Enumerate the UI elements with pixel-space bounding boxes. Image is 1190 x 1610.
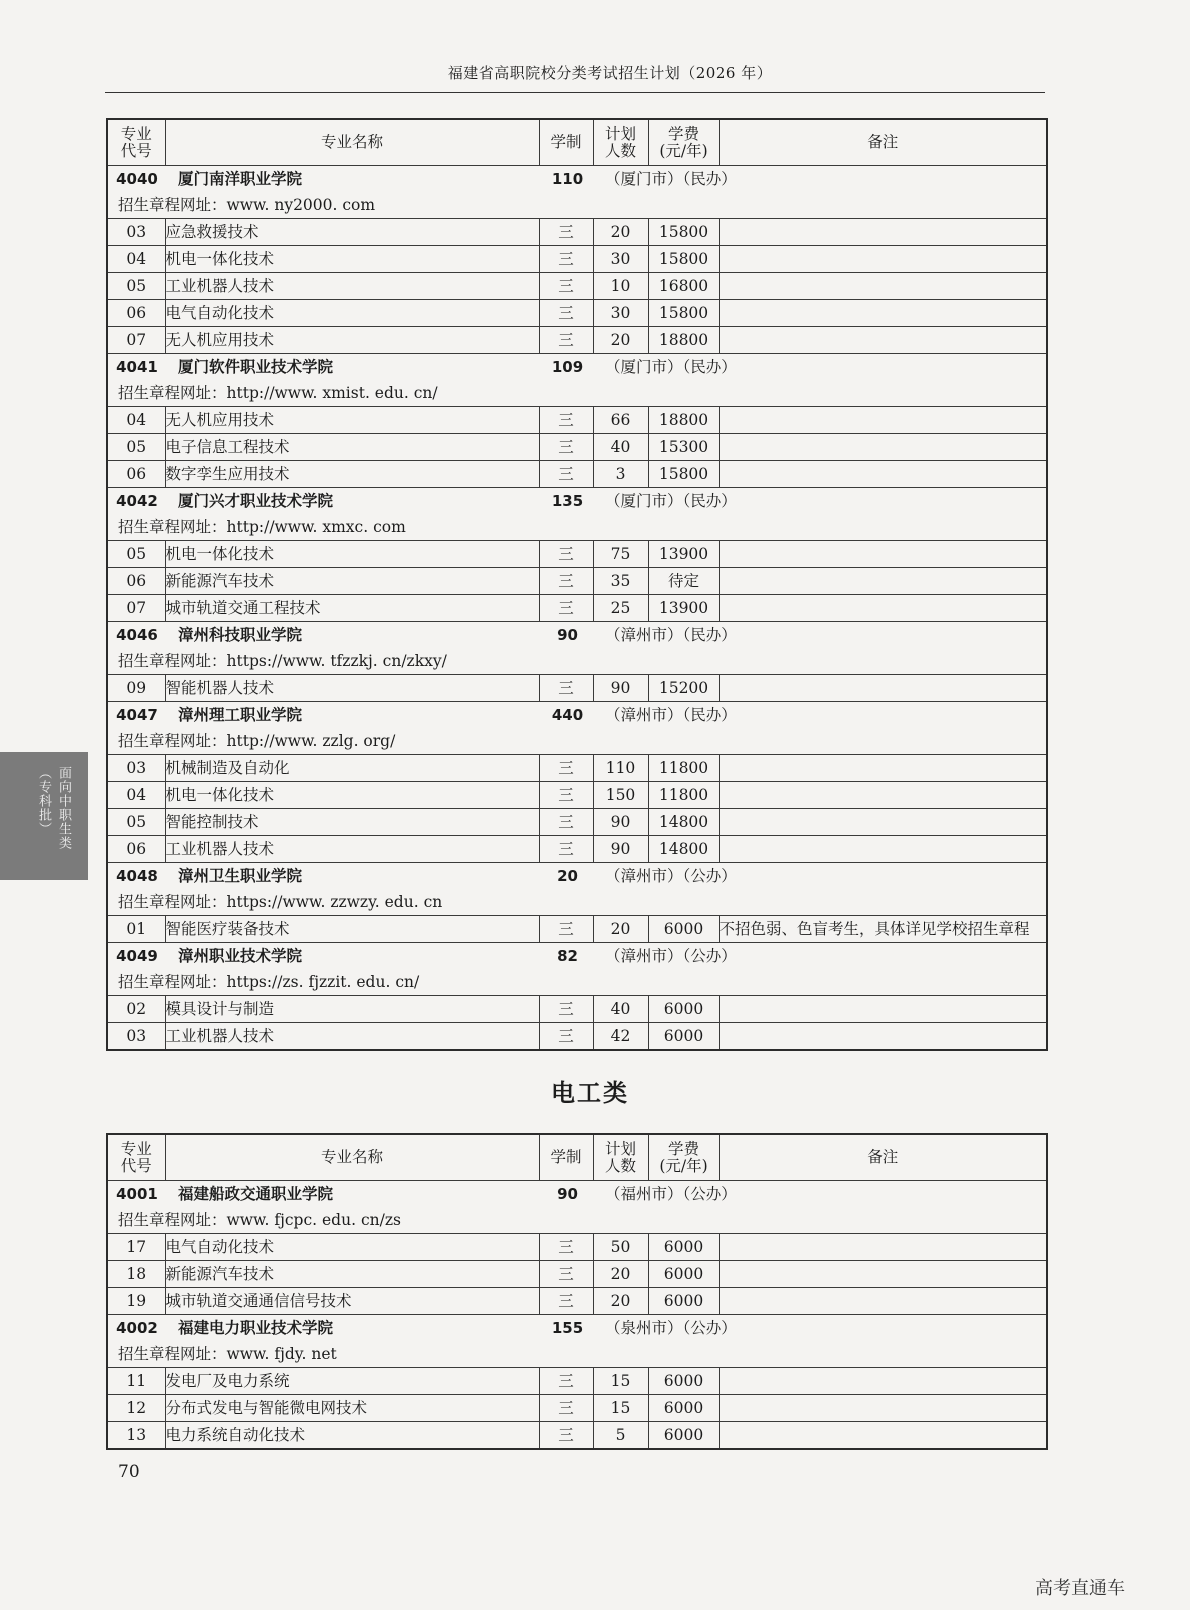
major-row	[107, 809, 1047, 836]
school-quota: 90	[557, 1185, 578, 1203]
school-row	[107, 1181, 1047, 1208]
col-header-name: 专业名称	[165, 119, 539, 166]
enrollment-table-1	[106, 118, 1048, 1051]
major-fee: 15800	[648, 246, 719, 273]
school-row	[107, 166, 1047, 193]
major-quota: 90	[593, 809, 648, 836]
col-header-note: 备注	[719, 119, 1047, 166]
school-quota: 110	[551, 170, 584, 188]
school-quota: 20	[557, 867, 578, 885]
major-name: 无人机应用技术	[165, 407, 539, 434]
major-code: 07	[107, 595, 165, 622]
major-fee: 15800	[648, 300, 719, 327]
school-row	[107, 702, 1047, 729]
school-cell	[107, 622, 1047, 649]
major-code: 18	[107, 1261, 165, 1288]
major-quota: 75	[593, 541, 648, 568]
major-fee: 待定	[648, 568, 719, 595]
url-label: 招生章程网址：	[118, 1345, 227, 1363]
major-fee: 6000	[648, 1368, 719, 1395]
school-url-row	[107, 889, 1047, 916]
school-cell	[107, 702, 1047, 729]
school-row	[107, 622, 1047, 649]
major-duration: 三	[539, 1288, 593, 1315]
major-duration: 三	[539, 1234, 593, 1261]
major-quota: 50	[593, 1234, 648, 1261]
major-fee: 11800	[648, 755, 719, 782]
major-name: 电子信息工程技术	[165, 434, 539, 461]
major-code: 05	[107, 434, 165, 461]
major-note	[719, 434, 1047, 461]
school-location: （厦门市）（民办）	[605, 170, 737, 188]
major-duration: 三	[539, 273, 593, 300]
major-quota: 20	[593, 219, 648, 246]
major-quota: 35	[593, 568, 648, 595]
page-number: 70	[118, 1462, 140, 1482]
major-row	[107, 1395, 1047, 1422]
major-name: 机械制造及自动化	[165, 755, 539, 782]
school-location: （福州市）（公办）	[605, 1185, 737, 1203]
major-row	[107, 461, 1047, 488]
major-note	[719, 219, 1047, 246]
major-duration: 三	[539, 1368, 593, 1395]
major-quota: 110	[593, 755, 648, 782]
major-code: 13	[107, 1422, 165, 1450]
major-code: 09	[107, 675, 165, 702]
major-note	[719, 461, 1047, 488]
major-row	[107, 1261, 1047, 1288]
major-row	[107, 1368, 1047, 1395]
major-fee: 13900	[648, 541, 719, 568]
side-tab-line-1: 面向中职生类	[56, 766, 71, 850]
major-note	[719, 1261, 1047, 1288]
major-code: 05	[107, 809, 165, 836]
school-url-cell	[107, 1207, 1047, 1234]
major-note	[719, 996, 1047, 1023]
major-name: 模具设计与制造	[165, 996, 539, 1023]
major-row	[107, 836, 1047, 863]
major-duration: 三	[539, 1023, 593, 1051]
school-url-link[interactable]: http://www. zzlg. org/	[226, 732, 396, 750]
school-url-row	[107, 1207, 1047, 1234]
major-fee: 11800	[648, 782, 719, 809]
school-row	[107, 488, 1047, 515]
major-duration: 三	[539, 541, 593, 568]
school-row	[107, 1315, 1047, 1342]
school-cell	[107, 943, 1047, 970]
school-quota: 90	[557, 626, 578, 644]
major-name: 智能医疗装备技术	[165, 916, 539, 943]
col-header-code: 专业 代号	[107, 1134, 165, 1181]
major-duration: 三	[539, 996, 593, 1023]
major-note	[719, 1023, 1047, 1051]
major-duration: 三	[539, 675, 593, 702]
major-code: 06	[107, 461, 165, 488]
major-name: 电力系统自动化技术	[165, 1422, 539, 1450]
school-quota: 82	[557, 947, 578, 965]
school-url-cell	[107, 969, 1047, 996]
watermark-text: 高考直通车	[1035, 1578, 1125, 1599]
school-url-link[interactable]: http://www. xmist. edu. cn/	[226, 384, 438, 402]
school-url-row	[107, 969, 1047, 996]
section-title-electrical: 电工类	[551, 1079, 629, 1107]
major-name: 机电一体化技术	[165, 782, 539, 809]
school-location: （厦门市）（民办）	[605, 492, 737, 510]
major-duration: 三	[539, 755, 593, 782]
major-code: 02	[107, 996, 165, 1023]
major-fee: 6000	[648, 1234, 719, 1261]
major-fee: 15800	[648, 461, 719, 488]
url-label: 招生章程网址：	[118, 196, 227, 214]
school-location: （泉州市）（公办）	[605, 1319, 737, 1337]
school-url-link[interactable]: www. ny2000. com	[226, 196, 376, 214]
major-row	[107, 595, 1047, 622]
major-row	[107, 755, 1047, 782]
school-location: （漳州市）（公办）	[605, 867, 737, 885]
major-note	[719, 809, 1047, 836]
major-quota: 15	[593, 1395, 648, 1422]
major-note	[719, 541, 1047, 568]
major-code: 07	[107, 327, 165, 354]
major-row	[107, 1023, 1047, 1051]
major-duration: 三	[539, 782, 593, 809]
major-row	[107, 300, 1047, 327]
school-url-link[interactable]: https://www. zzwzy. edu. cn	[226, 893, 443, 911]
major-note	[719, 595, 1047, 622]
school-url-row	[107, 380, 1047, 407]
major-duration: 三	[539, 1261, 593, 1288]
major-row	[107, 916, 1047, 943]
col-header-fee: 学费 (元/年)	[648, 119, 719, 166]
major-code: 04	[107, 407, 165, 434]
school-code: 4040	[116, 170, 158, 188]
side-tab-line-2: （专科批）	[36, 766, 51, 836]
major-fee: 6000	[648, 996, 719, 1023]
major-name: 城市轨道交通通信信号技术	[165, 1288, 539, 1315]
school-location: （漳州市）（公办）	[605, 947, 737, 965]
major-duration: 三	[539, 327, 593, 354]
major-name: 城市轨道交通工程技术	[165, 595, 539, 622]
major-quota: 90	[593, 675, 648, 702]
school-name: 厦门南洋职业学院	[178, 170, 303, 188]
school-code: 4046	[116, 626, 158, 644]
major-row	[107, 327, 1047, 354]
major-duration: 三	[539, 568, 593, 595]
major-quota: 30	[593, 246, 648, 273]
major-duration: 三	[539, 246, 593, 273]
school-url-row	[107, 514, 1047, 541]
col-header-note: 备注	[719, 1134, 1047, 1181]
col-header-quota: 计划 人数	[593, 119, 648, 166]
school-location: （厦门市）（民办）	[605, 358, 737, 376]
major-code: 06	[107, 300, 165, 327]
major-quota: 3	[593, 461, 648, 488]
major-row	[107, 996, 1047, 1023]
major-note: 不招色弱、色盲考生，具体详见学校招生章程	[719, 916, 1047, 943]
major-name: 工业机器人技术	[165, 836, 539, 863]
school-quota: 135	[551, 492, 584, 510]
major-quota: 66	[593, 407, 648, 434]
major-fee: 15800	[648, 219, 719, 246]
major-quota: 15	[593, 1368, 648, 1395]
major-quota: 90	[593, 836, 648, 863]
major-code: 03	[107, 755, 165, 782]
major-quota: 20	[593, 916, 648, 943]
major-note	[719, 1234, 1047, 1261]
school-location: （漳州市）（民办）	[605, 706, 737, 724]
school-cell	[107, 166, 1047, 193]
major-name: 数字孪生应用技术	[165, 461, 539, 488]
major-fee: 6000	[648, 1023, 719, 1051]
school-url-row	[107, 728, 1047, 755]
major-row	[107, 434, 1047, 461]
major-duration: 三	[539, 1422, 593, 1450]
major-code: 11	[107, 1368, 165, 1395]
school-cell	[107, 354, 1047, 381]
major-row	[107, 246, 1047, 273]
major-duration: 三	[539, 407, 593, 434]
col-header-duration: 学制	[539, 119, 593, 166]
school-code: 4041	[116, 358, 158, 376]
school-name: 厦门软件职业技术学院	[178, 358, 334, 376]
url-label: 招生章程网址：	[118, 893, 227, 911]
school-quota: 155	[551, 1319, 584, 1337]
col-header-code: 专业 代号	[107, 119, 165, 166]
major-quota: 40	[593, 996, 648, 1023]
major-name: 发电厂及电力系统	[165, 1368, 539, 1395]
major-code: 04	[107, 782, 165, 809]
school-name: 漳州科技职业学院	[178, 626, 303, 644]
major-duration: 三	[539, 809, 593, 836]
major-quota: 20	[593, 327, 648, 354]
school-url-cell	[107, 380, 1047, 407]
url-label: 招生章程网址：	[118, 973, 227, 991]
school-cell	[107, 863, 1047, 890]
major-row	[107, 407, 1047, 434]
school-row	[107, 863, 1047, 890]
page-header-title: 福建省高职院校分类考试招生计划（2026 年）	[447, 64, 773, 82]
school-code: 4049	[116, 947, 158, 965]
major-quota: 150	[593, 782, 648, 809]
major-quota: 25	[593, 595, 648, 622]
school-url-cell	[107, 648, 1047, 675]
major-fee: 6000	[648, 1288, 719, 1315]
major-note	[719, 1368, 1047, 1395]
col-header-quota: 计划 人数	[593, 1134, 648, 1181]
major-name: 无人机应用技术	[165, 327, 539, 354]
major-fee: 14800	[648, 809, 719, 836]
major-fee: 13900	[648, 595, 719, 622]
major-code: 03	[107, 1023, 165, 1051]
major-note	[719, 1422, 1047, 1450]
school-name: 漳州卫生职业学院	[178, 867, 303, 885]
school-quota: 109	[551, 358, 584, 376]
major-note	[719, 1395, 1047, 1422]
table-header-row	[107, 1134, 1047, 1181]
major-name: 新能源汽车技术	[165, 568, 539, 595]
major-fee: 16800	[648, 273, 719, 300]
school-name: 漳州职业技术学院	[178, 947, 303, 965]
url-label: 招生章程网址：	[118, 732, 227, 750]
school-cell	[107, 1315, 1047, 1342]
major-duration: 三	[539, 836, 593, 863]
school-url-cell	[107, 192, 1047, 219]
major-name: 分布式发电与智能微电网技术	[165, 1395, 539, 1422]
major-note	[719, 1288, 1047, 1315]
school-url-link[interactable]: http://www. xmxc. com	[226, 518, 406, 536]
major-row	[107, 1422, 1047, 1450]
school-url-link[interactable]: www. fjdy. net	[226, 1345, 337, 1363]
url-label: 招生章程网址：	[118, 384, 227, 402]
major-fee: 18800	[648, 407, 719, 434]
col-header-name: 专业名称	[165, 1134, 539, 1181]
major-duration: 三	[539, 300, 593, 327]
major-code: 06	[107, 568, 165, 595]
school-cell	[107, 488, 1047, 515]
school-url-link[interactable]: https://zs. fjzzit. edu. cn/	[226, 973, 420, 991]
major-duration: 三	[539, 461, 593, 488]
major-code: 12	[107, 1395, 165, 1422]
major-duration: 三	[539, 434, 593, 461]
major-quota: 10	[593, 273, 648, 300]
major-code: 19	[107, 1288, 165, 1315]
major-name: 工业机器人技术	[165, 273, 539, 300]
major-row	[107, 568, 1047, 595]
school-quota: 440	[551, 706, 584, 724]
school-cell	[107, 1181, 1047, 1208]
major-fee: 6000	[648, 916, 719, 943]
school-name: 福建船政交通职业学院	[178, 1185, 334, 1203]
major-duration: 三	[539, 219, 593, 246]
major-quota: 20	[593, 1261, 648, 1288]
url-label: 招生章程网址：	[118, 518, 227, 536]
major-code: 17	[107, 1234, 165, 1261]
side-category-tab	[0, 752, 88, 880]
major-duration: 三	[539, 595, 593, 622]
major-note	[719, 300, 1047, 327]
major-quota: 30	[593, 300, 648, 327]
major-fee: 15200	[648, 675, 719, 702]
major-note	[719, 273, 1047, 300]
major-code: 05	[107, 541, 165, 568]
major-name: 应急救援技术	[165, 219, 539, 246]
major-note	[719, 836, 1047, 863]
major-fee: 6000	[648, 1395, 719, 1422]
school-code: 4042	[116, 492, 158, 510]
major-fee: 6000	[648, 1422, 719, 1450]
major-code: 03	[107, 219, 165, 246]
major-note	[719, 568, 1047, 595]
major-row	[107, 782, 1047, 809]
school-url-cell	[107, 728, 1047, 755]
url-label: 招生章程网址：	[118, 652, 227, 670]
school-code: 4002	[116, 1319, 158, 1337]
major-code: 01	[107, 916, 165, 943]
major-note	[719, 675, 1047, 702]
major-duration: 三	[539, 916, 593, 943]
school-name: 福建电力职业技术学院	[178, 1319, 334, 1337]
col-header-duration: 学制	[539, 1134, 593, 1181]
major-duration: 三	[539, 1395, 593, 1422]
major-fee: 6000	[648, 1261, 719, 1288]
school-url-cell	[107, 1341, 1047, 1368]
major-name: 工业机器人技术	[165, 1023, 539, 1051]
header-rule	[105, 92, 1045, 93]
school-url-link[interactable]: https://www. tfzzkj. cn/zkxy/	[226, 652, 447, 670]
major-quota: 40	[593, 434, 648, 461]
major-name: 电气自动化技术	[165, 1234, 539, 1261]
major-quota: 20	[593, 1288, 648, 1315]
major-note	[719, 782, 1047, 809]
major-name: 电气自动化技术	[165, 300, 539, 327]
school-name: 漳州理工职业学院	[178, 706, 303, 724]
school-code: 4048	[116, 867, 158, 885]
school-location: （漳州市）（民办）	[605, 626, 737, 644]
enrollment-table-2	[106, 1133, 1048, 1450]
url-label: 招生章程网址：	[118, 1211, 227, 1229]
major-name: 机电一体化技术	[165, 541, 539, 568]
major-row	[107, 1288, 1047, 1315]
school-url-cell	[107, 514, 1047, 541]
major-row	[107, 541, 1047, 568]
major-note	[719, 407, 1047, 434]
major-code: 05	[107, 273, 165, 300]
col-header-fee: 学费 (元/年)	[648, 1134, 719, 1181]
school-url-row	[107, 192, 1047, 219]
table-header-row	[107, 119, 1047, 166]
major-name: 新能源汽车技术	[165, 1261, 539, 1288]
major-code: 06	[107, 836, 165, 863]
major-note	[719, 755, 1047, 782]
major-fee: 15300	[648, 434, 719, 461]
school-code: 4001	[116, 1185, 158, 1203]
major-quota: 5	[593, 1422, 648, 1450]
major-fee: 14800	[648, 836, 719, 863]
school-code: 4047	[116, 706, 158, 724]
school-url-cell	[107, 889, 1047, 916]
major-name: 智能机器人技术	[165, 675, 539, 702]
major-name: 智能控制技术	[165, 809, 539, 836]
school-name: 厦门兴才职业技术学院	[178, 492, 334, 510]
major-row	[107, 219, 1047, 246]
school-row	[107, 943, 1047, 970]
school-url-link[interactable]: www. fjcpc. edu. cn/zs	[226, 1211, 401, 1229]
school-url-row	[107, 1341, 1047, 1368]
major-fee: 18800	[648, 327, 719, 354]
school-url-row	[107, 648, 1047, 675]
major-row	[107, 675, 1047, 702]
major-row	[107, 273, 1047, 300]
school-row	[107, 354, 1047, 381]
major-quota: 42	[593, 1023, 648, 1051]
major-row	[107, 1234, 1047, 1261]
major-name: 机电一体化技术	[165, 246, 539, 273]
major-note	[719, 327, 1047, 354]
major-code: 04	[107, 246, 165, 273]
major-note	[719, 246, 1047, 273]
